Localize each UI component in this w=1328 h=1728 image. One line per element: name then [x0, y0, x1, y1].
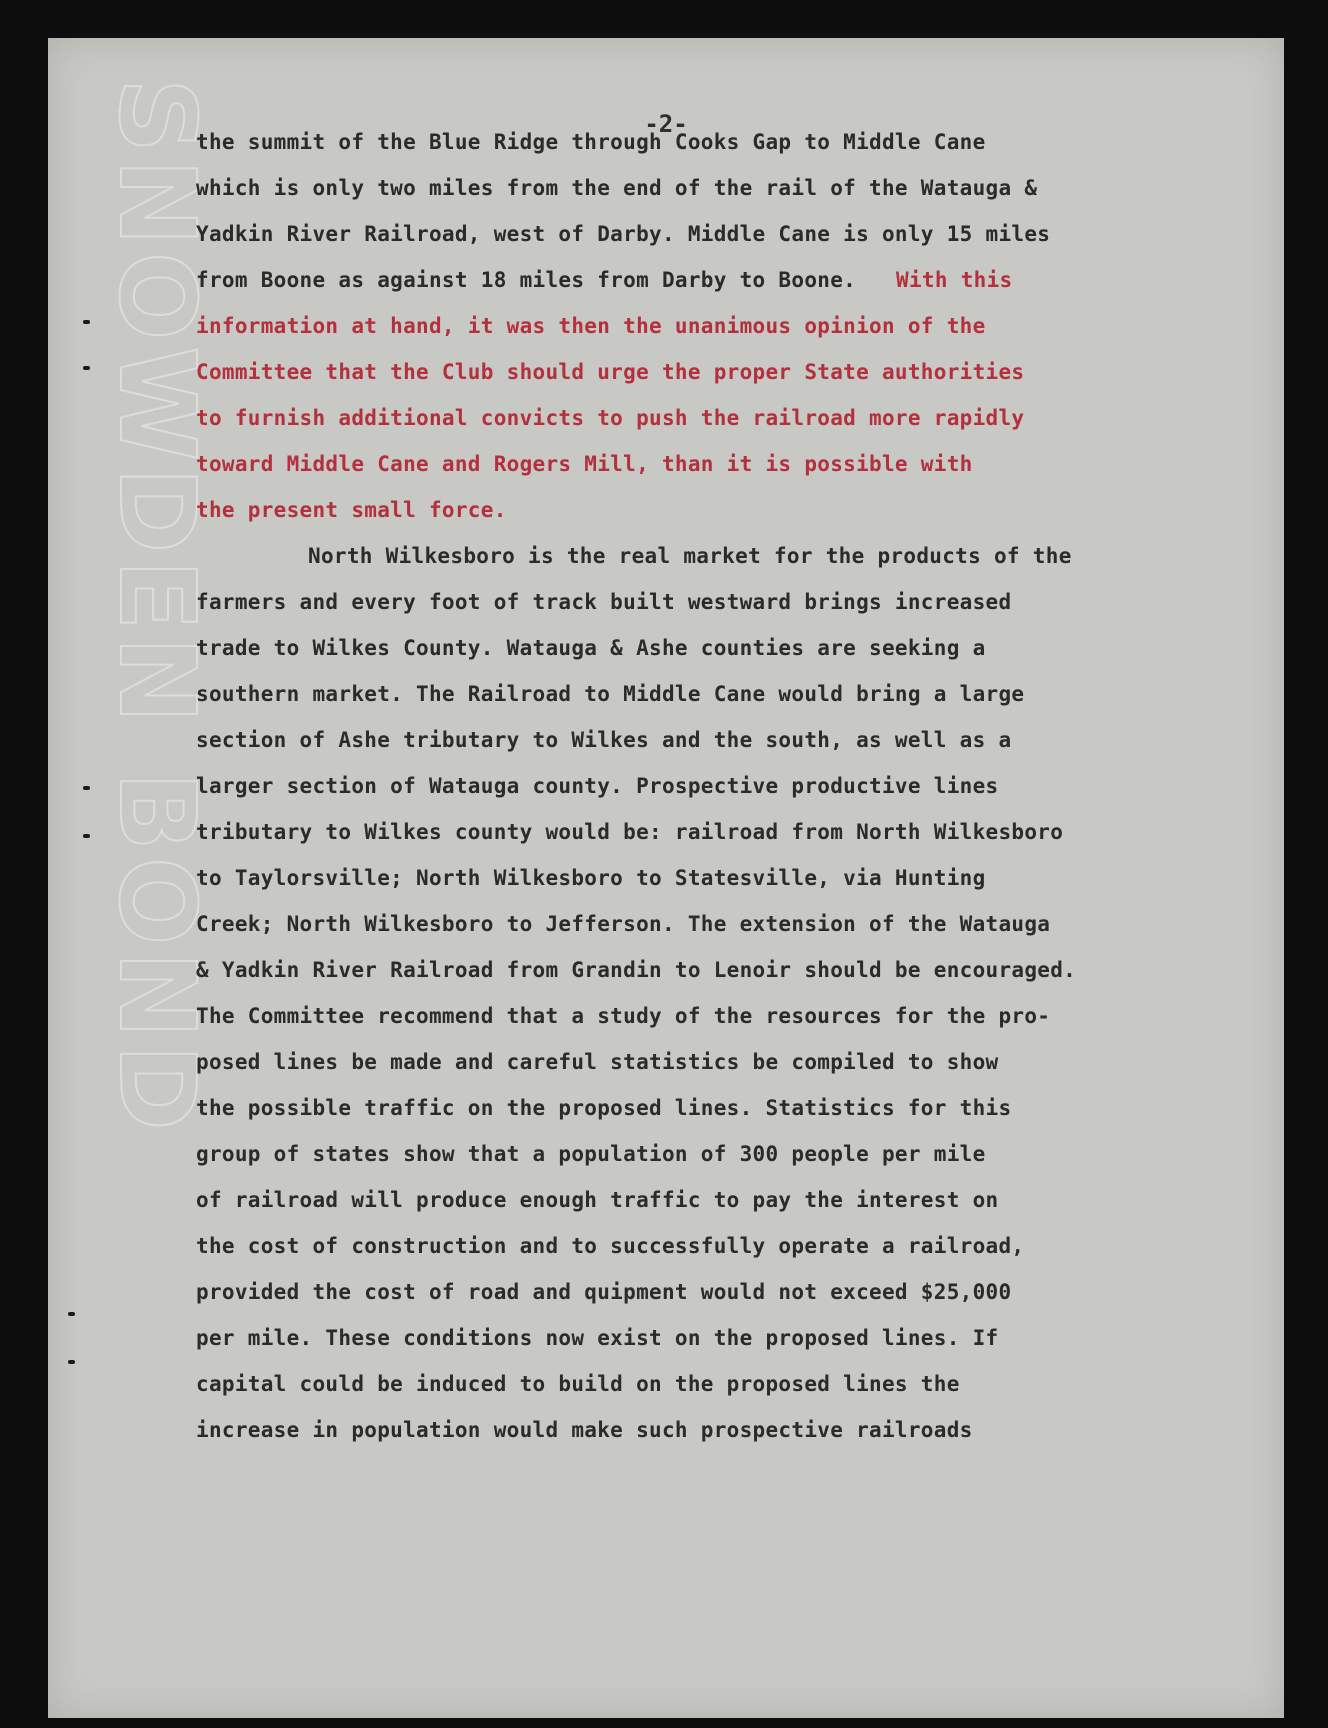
- document-page: [48, 38, 1284, 1718]
- punch-mark: [83, 786, 90, 790]
- text-line: group of states show that a population of 300 people per mile: [196, 1142, 986, 1166]
- text-line: to Taylorsville; North Wilkesboro to Statesville, via Hunting: [196, 866, 986, 890]
- text-line: posed lines be made and careful statistics be compiled to show: [196, 1050, 999, 1074]
- text-line-highlighted: information at hand, it was then the unanimous opinion of the: [196, 314, 986, 338]
- text-line: southern market. The Railroad to Middle Cane would bring a large: [196, 682, 1025, 706]
- text-line: & Yadkin River Railroad from Grandin to Lenoir should be encouraged.: [196, 958, 1077, 982]
- text-line: tributary to Wilkes county would be: railroad from North Wilkesboro: [196, 820, 1064, 844]
- text-line: the cost of construction and to successfully operate a railroad,: [196, 1234, 1025, 1258]
- text-line: Yadkin River Railroad, west of Darby. Middle Cane is only 15 miles: [196, 222, 1051, 246]
- text-line: per mile. These conditions now exist on the proposed lines. If: [196, 1326, 999, 1350]
- text-line: larger section of Watauga county. Prospective productive lines: [196, 774, 999, 798]
- punch-mark: [83, 366, 90, 370]
- punch-mark: [68, 1360, 75, 1364]
- text-line-highlighted: the present small force.: [196, 498, 507, 522]
- text-line: the summit of the Blue Ridge through Cooks Gap to Middle Cane: [196, 130, 986, 154]
- text-line: from Boone as against 18 miles from Darby to Boone.: [196, 268, 857, 292]
- watermark-text: SNOWDEN BOND: [96, 78, 218, 1137]
- text-line: section of Ashe tributary to Wilkes and the south, as well as a: [196, 728, 1012, 752]
- text-line: farmers and every foot of track built westward brings increased: [196, 590, 1012, 614]
- text-line: which is only two miles from the end of the rail of the Watauga &: [196, 176, 1038, 200]
- text-line: Creek; North Wilkesboro to Jefferson. The extension of the Watauga: [196, 912, 1051, 936]
- text-line: of railroad will produce enough traffic to pay the interest on: [196, 1188, 999, 1212]
- text-line: provided the cost of road and quipment would not exceed $25,000: [196, 1280, 1012, 1304]
- punch-mark: [68, 1312, 75, 1316]
- text-line-highlighted: Committee that the Club should urge the proper State authorities: [196, 360, 1025, 384]
- text-line-highlighted: With this: [896, 268, 1013, 292]
- text-line-highlighted: toward Middle Cane and Rogers Mill, than it is possible with: [196, 452, 973, 476]
- text-line: North Wilkesboro is the real market for the products of the: [308, 544, 1072, 568]
- text-line: the possible traffic on the proposed lines. Statistics for this: [196, 1096, 1012, 1120]
- text-line: The Committee recommend that a study of the resources for the pro-: [196, 1004, 1051, 1028]
- text-line: trade to Wilkes County. Watauga & Ashe counties are seeking a: [196, 636, 986, 660]
- text-line: capital could be induced to build on the proposed lines the: [196, 1372, 960, 1396]
- punch-mark: [83, 320, 90, 324]
- text-line: increase in population would make such prospective railroads: [196, 1418, 973, 1442]
- page-number: -2-: [644, 110, 688, 138]
- text-line-highlighted: to furnish additional convicts to push the railroad more rapidly: [196, 406, 1025, 430]
- punch-mark: [83, 834, 90, 838]
